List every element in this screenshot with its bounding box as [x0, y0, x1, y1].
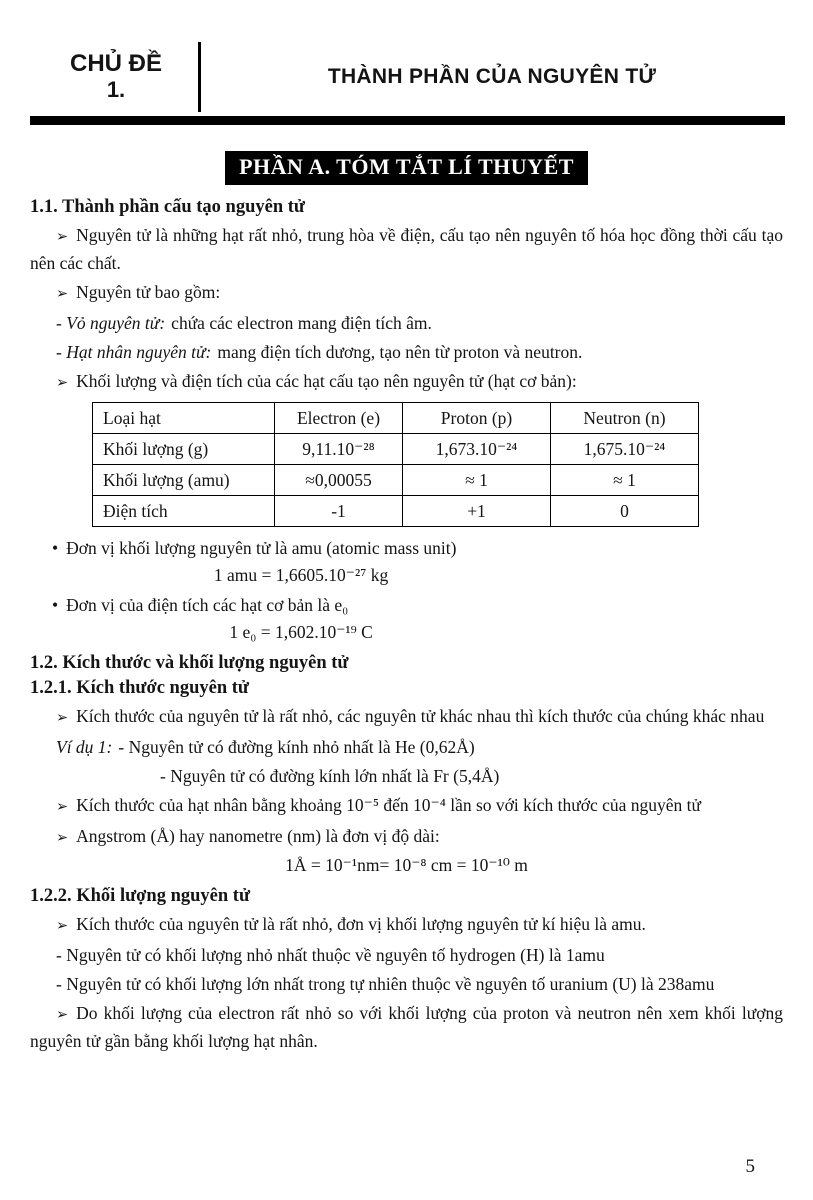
chapter-title: THÀNH PHẦN CỦA NGUYÊN TỬ — [327, 65, 657, 88]
paragraph — [30, 1000, 783, 1054]
table-row — [93, 434, 699, 465]
paragraph — [30, 792, 783, 820]
chapter-header — [34, 42, 783, 112]
table-cell: Khối lượng (g) — [93, 434, 275, 465]
table-cell: -1 — [275, 496, 403, 527]
paragraph — [30, 535, 783, 561]
table-cell: Loại hạt — [93, 403, 275, 434]
table-cell: 0 — [551, 496, 699, 527]
formula-angstrom: 1Å = 10⁻¹nm= 10⁻⁸ cm = 10⁻¹⁰ m — [285, 855, 528, 875]
table-cell: +1 — [403, 496, 551, 527]
paragraph — [30, 911, 783, 939]
paragraph — [30, 222, 783, 276]
paragraph-text: Nguyên tử là những hạt rất nhỏ, trung hòa về điện, cấu tạo nên nguyên tố hóa học đồng thời cấu tạo nên các chất. — [30, 225, 783, 273]
paragraph-text: Nguyên tử bao gồm: — [76, 282, 221, 302]
table-cell: Proton (p) — [403, 403, 551, 434]
term-label: - Vỏ nguyên tử: — [56, 313, 166, 333]
paragraph-text: Kích thước của hạt nhân bằng khoảng 10⁻⁵ đến 10⁻⁴ lần so với kích thước của nguyên tử — [76, 795, 702, 815]
arrow-bullet-icon: ➢ — [56, 710, 69, 726]
paragraph — [30, 592, 783, 618]
paragraph: - Nguyên tử có khối lượng lớn nhất trong tự nhiên thuộc về nguyên tố uranium (U) là 238amu — [56, 974, 715, 994]
page-content — [0, 151, 813, 1054]
paragraph — [30, 823, 783, 851]
table-cell: 1,673.10⁻²⁴ — [403, 434, 551, 465]
topic-number: 1. — [106, 76, 126, 102]
table-cell: 1,675.10⁻²⁴ — [551, 434, 699, 465]
term-label: - Hạt nhân nguyên tử: — [56, 342, 212, 362]
table-cell: Electron (e) — [275, 403, 403, 434]
table-cell: 9,11.10⁻²⁸ — [275, 434, 403, 465]
paragraph: - Nguyên tử có khối lượng nhỏ nhất thuộc về nguyên tố hydrogen (H) là 1amu — [56, 945, 605, 965]
paragraph — [30, 703, 783, 731]
paragraph — [30, 310, 783, 336]
particle-table — [92, 402, 699, 527]
arrow-bullet-icon: ➢ — [56, 229, 69, 245]
formula-amu: 1 amu = 1,6605.10⁻²⁷ kg — [213, 565, 389, 585]
heading-1-2-1: 1.2.1. Kích thước nguyên tử — [30, 678, 250, 698]
arrow-bullet-icon: ➢ — [56, 799, 69, 815]
heading-1-1: 1.1. Thành phần cấu tạo nguyên tử — [30, 197, 305, 217]
example-paragraph: - Nguyên tử có đường kính lớn nhất là Fr (5,4Å) — [160, 766, 500, 786]
table-cell: Điện tích — [93, 496, 275, 527]
arrow-bullet-icon: ➢ — [56, 286, 69, 302]
topic-box — [34, 42, 198, 112]
dot-bullet-icon: • — [52, 538, 59, 558]
table-cell: ≈ 1 — [551, 465, 699, 496]
paragraph-text: Kích thước của nguyên tử là rất nhỏ, các nguyên tử khác nhau thì kích thước của chúng khác nhau — [76, 706, 765, 726]
heading-1-2-2: 1.2.2. Khối lượng nguyên tử — [30, 886, 251, 906]
table-cell: Khối lượng (amu) — [93, 465, 275, 496]
paragraph-text: chứa các electron mang điện tích âm. — [171, 313, 432, 333]
table-row — [93, 403, 699, 434]
arrow-bullet-icon: ➢ — [56, 375, 69, 391]
example-label: Ví dụ 1: — [56, 737, 113, 757]
paragraph-text: mang điện tích dương, tạo nên từ proton và neutron. — [217, 342, 583, 362]
paragraph-text: Khối lượng và điện tích của các hạt cấu tạo nên nguyên tử (hạt cơ bản): — [76, 371, 577, 391]
arrow-bullet-icon: ➢ — [56, 918, 69, 934]
table-row — [93, 496, 699, 527]
paragraph — [30, 279, 783, 307]
paragraph-text: Kích thước của nguyên tử là rất nhỏ, đơn vị khối lượng nguyên tử kí hiệu là amu. — [76, 914, 646, 934]
header-rule — [30, 116, 785, 125]
example-paragraph — [30, 734, 783, 760]
paragraph — [30, 339, 783, 365]
table-cell: ≈0,00055 — [275, 465, 403, 496]
paragraph-text: Đơn vị khối lượng nguyên tử là amu (atomic mass unit) — [66, 538, 457, 558]
arrow-bullet-icon: ➢ — [56, 1007, 69, 1023]
paragraph-text: Do khối lượng của electron rất nhỏ so với khối lượng của proton và neutron nên xem khối lượng nguyên tử gần bằng khối lượng hạt nhân. — [30, 1003, 783, 1051]
paragraph-text: Đơn vị của điện tích các hạt cơ bản là e₀ — [66, 595, 349, 615]
arrow-bullet-icon: ➢ — [56, 830, 69, 846]
table-cell: ≈ 1 — [403, 465, 551, 496]
table-cell: Neutron (n) — [551, 403, 699, 434]
topic-label: CHỦ ĐỀ — [69, 49, 162, 77]
section-banner: PHẦN A. TÓM TẮT LÍ THUYẾT — [225, 151, 588, 185]
paragraph-text: Angstrom (Å) hay nanometre (nm) là đơn vị độ dài: — [76, 826, 440, 846]
dot-bullet-icon: • — [52, 595, 59, 615]
heading-1-2: 1.2. Kích thước và khối lượng nguyên tử — [30, 653, 349, 673]
paragraph — [30, 368, 783, 396]
paragraph-text: - Nguyên tử có đường kính nhỏ nhất là He (0,62Å) — [118, 737, 475, 757]
formula-charge: 1 e₀ = 1,602.10⁻¹⁹ C — [229, 622, 373, 642]
page-number: 5 — [745, 1156, 755, 1177]
table-row — [93, 465, 699, 496]
